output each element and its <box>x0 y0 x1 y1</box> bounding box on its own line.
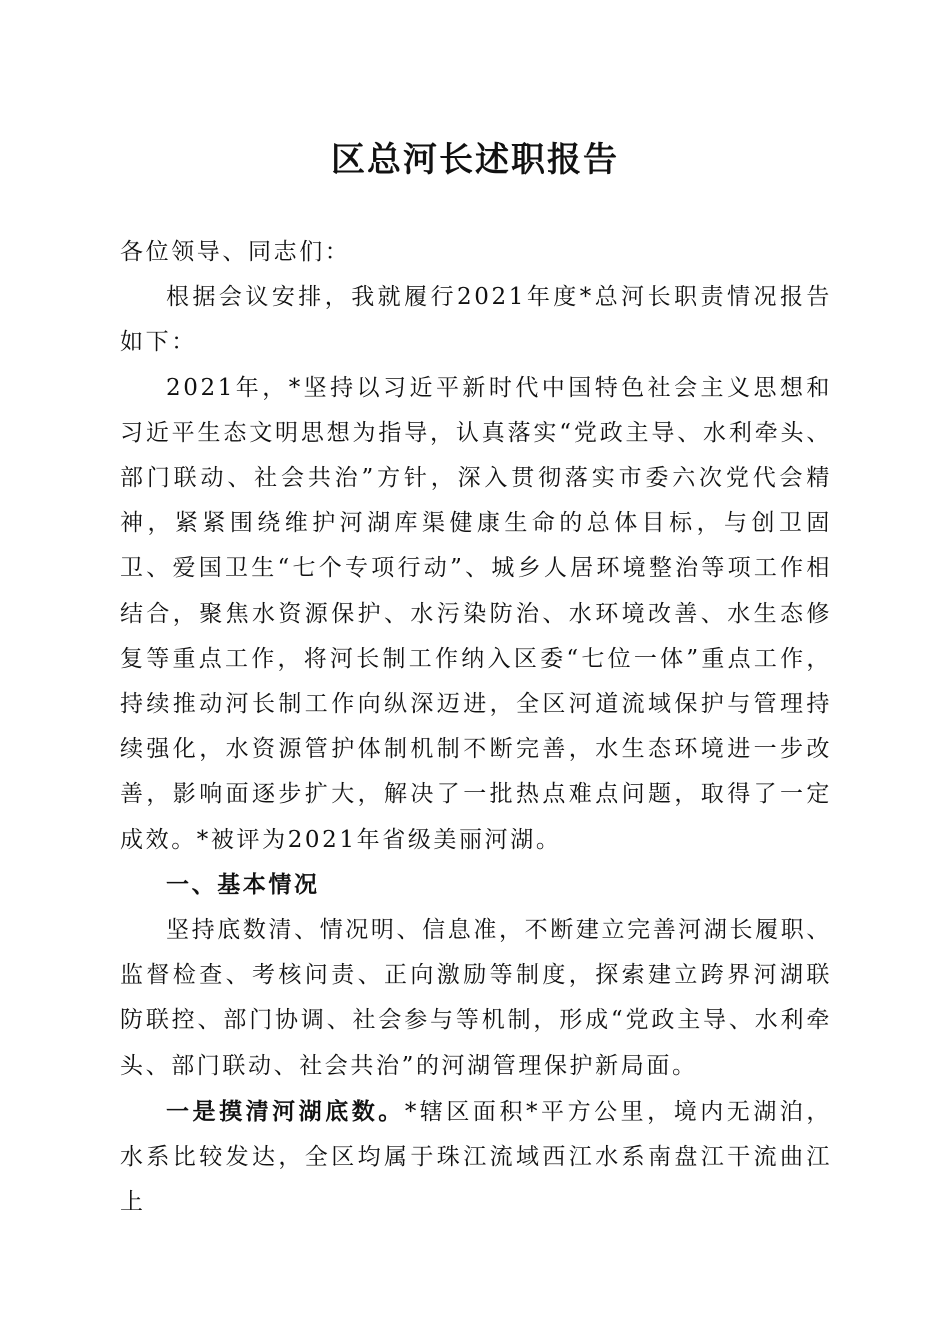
item-text: *辖区面积*平方公里，境内无湖泊，水系比较发达，全区均属于珠江流域西江水系南盘江干流曲江上 <box>120 1098 832 1216</box>
salutation: 各位领导、同志们： <box>120 239 351 265</box>
section-heading: 一、基本情况 <box>166 871 320 898</box>
item-paragraph <box>120 1089 832 1226</box>
summary-paragraph: 2021年，*坚持以习近平新时代中国特色社会主义思想和习近平生态文明思想为指导，认真落实“党政主导、水利牵头、部门联动、社会共治”方针，深入贯彻落实市委六次党代会精神，紧紧围绕维护河湖库渠健康生命的总体目标，与创卫固卫、爱国卫生“七个专项行动”、城乡人居环境整治等项工作相结合，聚焦水资源保护、水污染防治、水环境改善、水生态修复等重点工作，将河长制工作纳入区委“七位一体”重点工作，持续推动河长制工作向纵深迈进，全区河道流域保护与管理持续强化，水资源管护体制机制不断完善，水生态环境进一步改善，影响面逐步扩大，解决了一批热点难点问题，取得了一定成效。*被评为2021年省级美丽河湖。 <box>120 374 832 853</box>
item-lead: 一是摸清河湖底数。 <box>166 1097 405 1125</box>
document-title: 区总河长述职报告 <box>331 140 619 180</box>
section-paragraph: 坚持底数清、情况明、信息准，不断建立完善河湖长履职、监督检查、考核问责、正向激励等制度，探索建立跨界河湖联防联控、部门协调、社会参与等机制，形成“党政主导、水利牵头、部门联动、社会共治”的河湖管理保护新局面。 <box>120 917 832 1079</box>
document-body <box>120 230 832 1225</box>
intro-paragraph: 根据会议安排，我就履行2021年度*总河长职责情况报告如下： <box>120 284 832 356</box>
